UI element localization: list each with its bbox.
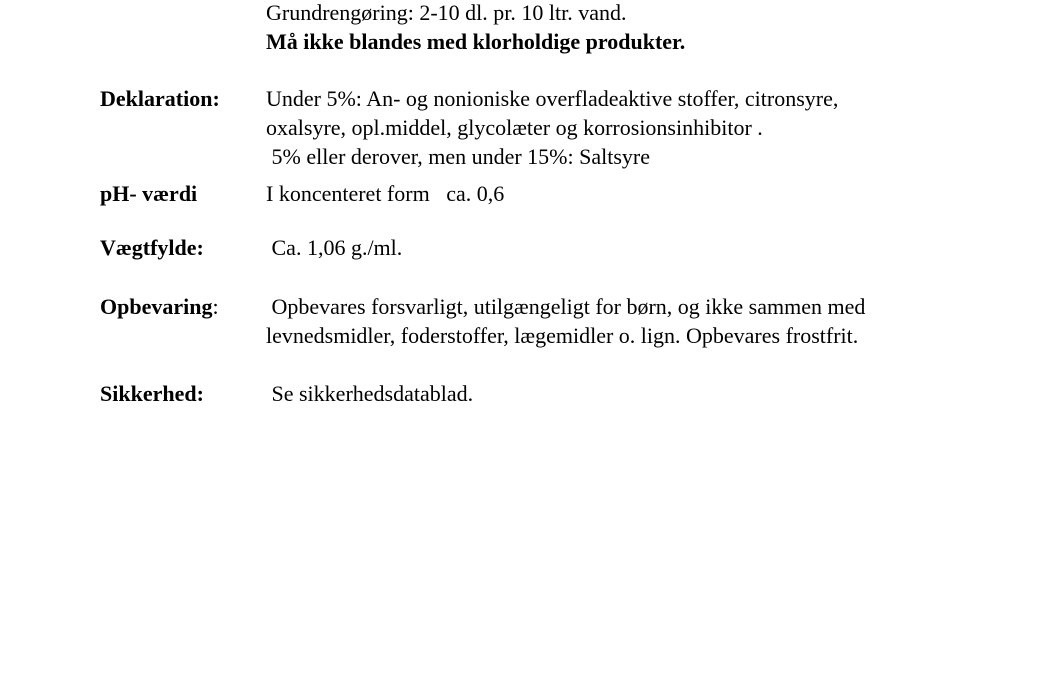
row-ph-vaerdi: [0, 179, 1058, 208]
field-label-vaegtfylde: [100, 233, 204, 262]
field-label-text: Opbevaring: [100, 294, 213, 319]
field-value-line: I koncenteret form ca. 0,6: [266, 181, 505, 206]
field-value-line: oxalsyre, opl.middel, glycolæter og korrosionsinhibitor .: [266, 115, 763, 140]
field-value-line: 5% eller derover, men under 15%: Saltsyre: [266, 144, 650, 169]
field-value-sikkerhed: [266, 379, 1058, 408]
row-deklaration: [0, 84, 1058, 171]
field-value-line: Under 5%: An- og nonioniske overfladeaktive stoffer, citronsyre,: [266, 86, 839, 111]
field-label-ph-vaerdi: [100, 179, 197, 208]
field-label-text: Vægtfylde:: [100, 235, 204, 260]
field-value-line: Ca. 1,06 g./ml.: [266, 235, 403, 260]
row-vaegtfylde: [0, 233, 1058, 262]
row-opbevaring: [0, 292, 1058, 350]
field-value-line: levnedsmidler, foderstoffer, lægemidler o. lign. Opbevares frostfrit.: [266, 323, 859, 348]
field-value-opbevaring: [266, 292, 1058, 350]
field-label-sikkerhed: [100, 379, 204, 408]
dosage-line: Grundrengøring: 2-10 dl. pr. 10 ltr. vand.: [266, 0, 627, 25]
usage-block: [266, 0, 685, 56]
field-value-deklaration: [266, 84, 1058, 171]
field-label-deklaration: [100, 84, 220, 113]
field-label-text: pH- værdi: [100, 181, 198, 206]
field-label-text: Sikkerhed:: [100, 381, 204, 406]
field-value-line: Se sikkerhedsdatablad.: [266, 381, 474, 406]
field-label-text: Deklaration:: [100, 86, 220, 111]
field-value-vaegtfylde: [266, 233, 1058, 262]
field-label-opbevaring: [100, 292, 219, 321]
row-sikkerhed: [0, 379, 1058, 408]
field-label-suffix: :: [212, 294, 219, 319]
field-value-ph-vaerdi: [266, 179, 1058, 208]
field-value-line: Opbevares forsvarligt, utilgængeligt for børn, og ikke sammen med: [266, 294, 866, 319]
warning-line: Må ikke blandes med klorholdige produkter.: [266, 29, 686, 54]
